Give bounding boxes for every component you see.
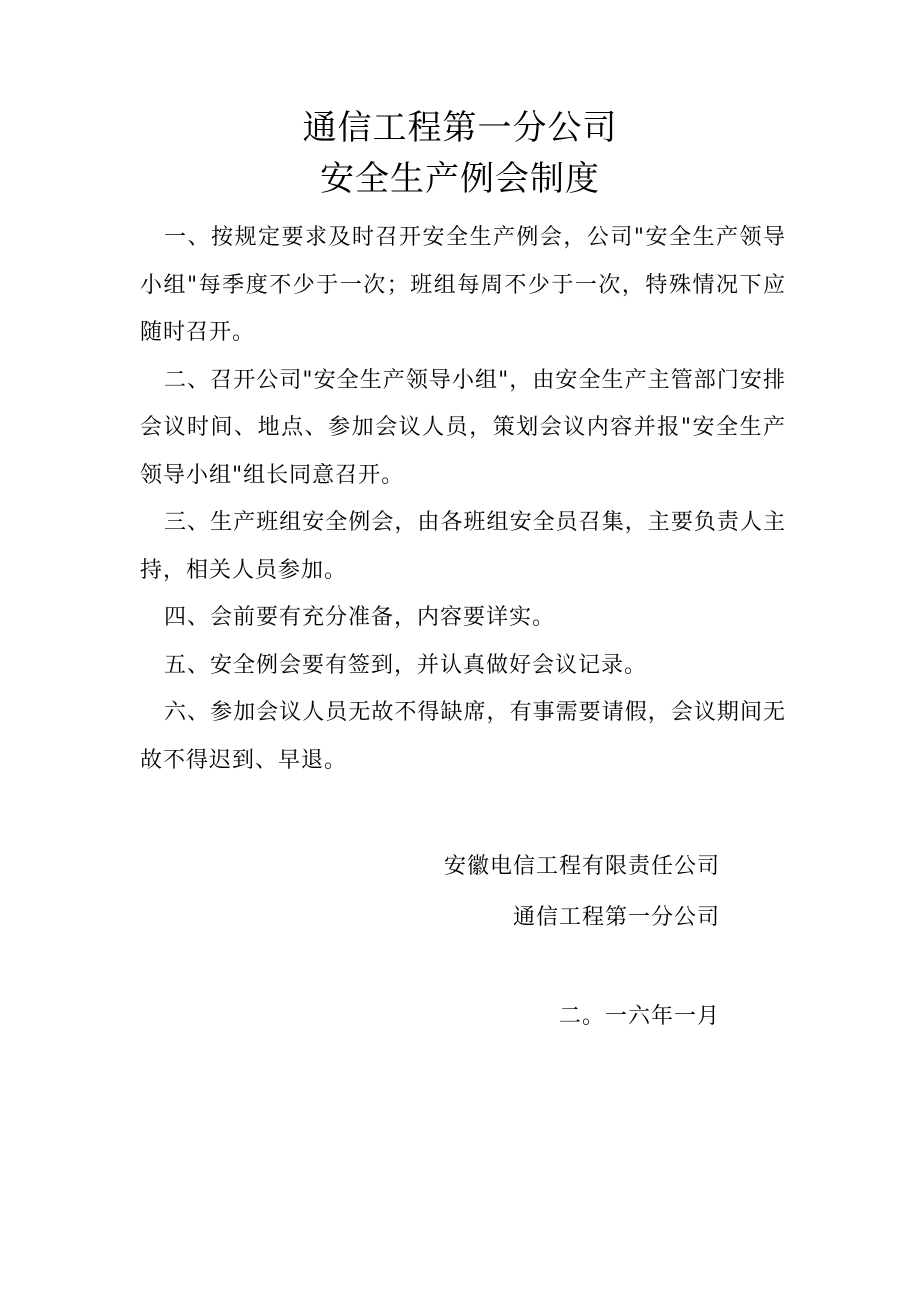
paragraph-6: 六、参加会议人员无故不得缺席，有事需要请假，会议期间无故不得迟到、早退。 <box>140 700 786 773</box>
paragraph-5: 五、安全例会要有签到，并认真做好会议记录。 <box>164 652 648 678</box>
paragraph-3: 三、生产班组安全例会，由各班组安全员召集，主要负责人主持，相关人员参加。 <box>140 510 786 583</box>
paragraph-2: 二、召开公司"安全生产领导小组"，由安全生产主管部门安排会议时间、地点、参加会议人员，策划会议内容并报"安全生产领导小组"组长同意召开。 <box>140 367 786 488</box>
paragraph-1: 一、按规定要求及时召开安全生产例会，公司"安全生产领导小组"每季度不少于一次；班组每周不少于一次，特殊情况下应随时召开。 <box>140 225 786 345</box>
document-title-line-2: 安全生产例会制度 <box>320 159 600 199</box>
document-title-line-1: 通信工程第一分公司 <box>302 108 618 148</box>
document-body <box>140 214 786 784</box>
signature-date: 二。一六年一月 <box>558 1004 720 1029</box>
signature-branch: 通信工程第一分公司 <box>512 905 720 930</box>
paragraph-4: 四、会前要有充分准备，内容要详实。 <box>164 605 556 630</box>
signature-company: 安徽电信工程有限责任公司 <box>443 854 720 879</box>
